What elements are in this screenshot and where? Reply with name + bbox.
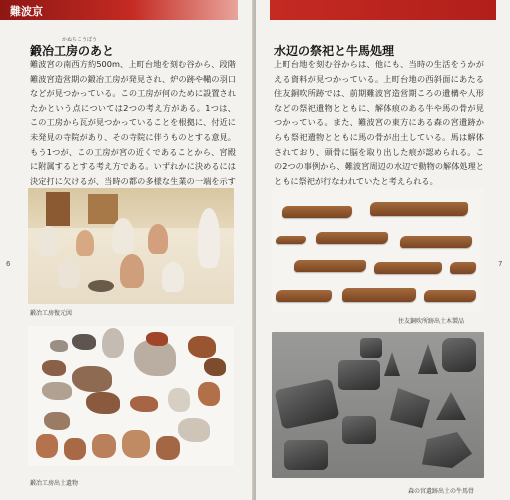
left-page — [0, 0, 254, 500]
wooden-object — [294, 260, 366, 272]
artifact-slag — [86, 392, 120, 414]
excavated-object — [274, 378, 339, 429]
left-body-text: 難波宮の南西方約500m、上町台地を刻む谷から、段階難波宮造営期の鍛冶工房が発見され、炉の跡や鞴の羽口などが見つかっている。この工房が何のために設置されたかという点については2つの考え方がある。1つは、この工房から瓦が見つかっていることを根拠に、付近に未発見の寺院があり、その寺院に伴うものとする意見。もう1つが、この工房が宮の近くであることから、宮殿に附属するとする考え方である。いずれかに決めるには決定打に欠けるが、当時の都の多様な生業の一端を示す — [30, 59, 236, 186]
worker-figure — [120, 254, 144, 288]
left-page-title: 鍛冶工房のあと — [30, 44, 115, 58]
wooden-objects-caption: 住友銅吹所跡出土木製品 — [398, 318, 465, 325]
wooden-object — [450, 262, 476, 274]
worker-figure — [198, 208, 220, 268]
excavated-object — [390, 388, 430, 428]
wooden-object — [370, 202, 468, 216]
wooden-object — [276, 290, 332, 302]
artifact-piece — [42, 360, 66, 376]
artifact-jar — [102, 328, 124, 358]
artifacts-photo — [28, 326, 234, 466]
workshop-painting — [28, 188, 234, 304]
excavation-photo — [272, 332, 484, 478]
right-banner — [270, 0, 496, 20]
excavated-object — [442, 338, 476, 372]
artifact-slag — [72, 366, 112, 392]
painting-shelf — [88, 194, 118, 224]
artifact-slag — [188, 336, 216, 358]
wooden-object — [400, 236, 472, 248]
wooden-object — [316, 232, 388, 244]
excavation-caption: 森の宮遺跡出土の牛馬骨 — [408, 488, 475, 495]
wooden-object — [342, 288, 416, 302]
tuyere-fragment — [156, 436, 180, 460]
tuyere-fragment — [122, 430, 150, 458]
painting-caption: 鍛冶工房復元図 — [30, 310, 73, 317]
worker-figure — [76, 230, 94, 256]
tuyere-fragment — [64, 438, 86, 460]
painting-hearth — [88, 280, 114, 292]
tuyere-fragment — [36, 434, 58, 458]
right-body-text: 上町台地を刻む谷からは、他にも、当時の生活をうかがえる資料が見つかっている。上町台地の西斜面にあたる住友銅吹所跡では、前期難波宮造営期ころの遺構や人形などの祭祀遺物とともに、解体痕のある牛や馬の骨が見つかっている。また、難波宮の東方にある森の宮遺跡からも祭祀遺物とともに馬の骨が出土している。馬は解体されており、頭骨に脳を取り出した痕が認められる。この2つの事例から、難波宮周辺の水辺で動物の解体処理とともに祭祀が行なわれていたと考えられる。 — [274, 59, 484, 186]
artifact-slag — [146, 332, 168, 346]
excavated-object — [342, 416, 376, 444]
worker-figure — [148, 224, 168, 254]
excavated-object — [338, 360, 380, 390]
section-label: 難波京 — [10, 5, 43, 18]
excavated-object — [360, 338, 382, 358]
artifact-piece — [42, 382, 72, 400]
artifacts-caption: 鍛冶工房出土遺物 — [30, 480, 79, 487]
excavated-object — [384, 352, 400, 376]
wooden-objects-photo — [272, 188, 484, 312]
worker-figure — [112, 218, 134, 254]
artifact-slag — [204, 358, 226, 376]
excavated-object — [436, 392, 466, 420]
right-page — [256, 0, 510, 500]
artifact-piece — [198, 382, 220, 406]
tuyere-fragment — [92, 434, 116, 458]
wooden-object — [276, 236, 306, 244]
worker-figure — [162, 262, 184, 292]
artifact-piece — [178, 418, 210, 442]
artifact-piece — [72, 334, 96, 350]
wooden-object — [282, 206, 352, 218]
excavated-object — [422, 432, 472, 468]
artifact-piece — [168, 388, 190, 412]
painting-barrel — [46, 192, 70, 226]
excavated-object — [284, 440, 328, 470]
worker-figure — [38, 226, 58, 256]
artifact-slag — [130, 396, 158, 412]
excavated-object — [418, 344, 438, 374]
wooden-object — [424, 290, 476, 302]
wooden-object — [374, 262, 442, 274]
worker-figure — [58, 258, 80, 288]
artifact-piece — [44, 412, 70, 430]
artifact-piece — [50, 340, 68, 352]
title-ruby: かぬちこうぼう — [62, 37, 98, 43]
right-page-number: 7 — [498, 260, 503, 268]
right-page-title: 水辺の祭祀と牛馬処理 — [274, 44, 395, 58]
section-banner — [0, 0, 238, 20]
left-page-number: 6 — [6, 260, 11, 268]
